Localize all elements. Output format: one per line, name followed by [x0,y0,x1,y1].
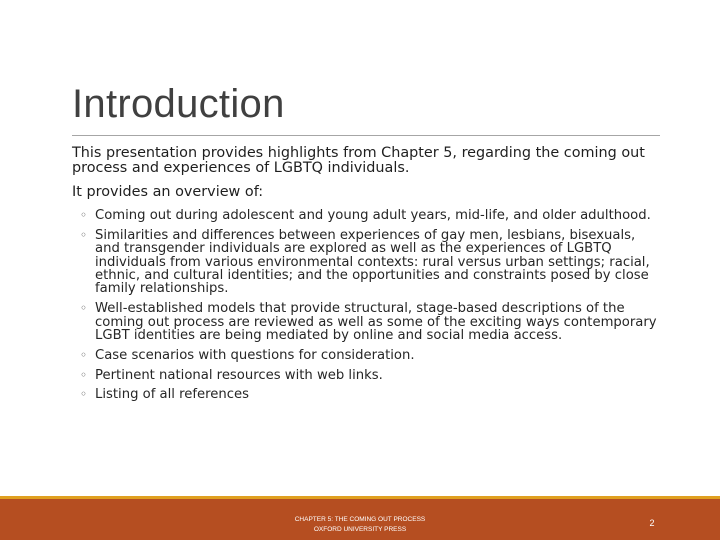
bullet-icon: ◦ [80,347,88,362]
bullet-icon: ◦ [80,367,88,382]
list-item [80,347,662,363]
list-item-text: Coming out during adolescent and young adult years, mid-life, and older adulthood. [95,208,651,223]
slide-body [72,146,662,408]
intro-paragraph: This presentation provides highlights from Chapter 5, regarding the coming out process and experiences of LGBTQ individuals. [72,145,645,176]
footer-publisher: OXFORD UNIVERSITY PRESS [313,526,407,533]
list-item-text: Similarities and differences between experiences of gay men, lesbians, bisexuals, and transgender individuals are explored as well as the experiences of LGBTQ individuals from various environmental contexts: rural versus urban settings; racial, ethnic, and cultural identities; and the opportunities and constraints posed by close family relationships. [95,227,650,297]
list-item [80,301,662,344]
list-item [80,227,662,297]
list-item [80,387,662,403]
bullet-icon: ◦ [80,208,88,222]
list-item-text: Case scenarios with questions for consideration. [95,347,415,363]
bullet-icon: ◦ [80,227,88,242]
slide-title: Introduction [72,82,285,126]
bullet-icon: ◦ [80,301,88,316]
overview-list [72,209,662,402]
list-item-text: Listing of all references [95,387,249,403]
list-item [80,367,662,383]
footer-chapter: CHAPTER 5: THE COMING OUT PROCESS [294,516,426,523]
footer-caption [236,515,484,535]
list-item-text: Pertinent national resources with web links. [95,367,383,383]
list-item-text: Well-established models that provide structural, stage-based descriptions of the coming out process are reviewed as well as some of the exciting ways contemporary LGBT identities are being mediated by online and social media access. [95,301,657,344]
overview-lead: It provides an overview of: [72,184,264,200]
list-item [80,208,662,223]
title-divider [72,135,660,136]
page-number: 2 [649,518,655,528]
bullet-icon: ◦ [80,387,88,402]
